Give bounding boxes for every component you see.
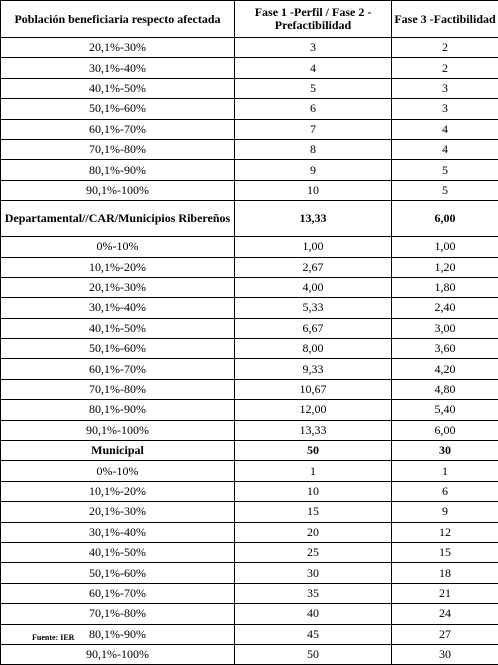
table-row — [1, 644, 498, 664]
cell-fase-1-2: 7 — [235, 119, 392, 139]
table-row — [1, 604, 498, 624]
table-row — [1, 58, 498, 78]
cell-range: 30,1%-40% — [1, 298, 235, 318]
table-row — [1, 420, 498, 440]
table-row — [1, 78, 498, 98]
cell-fase-1-2: 35 — [235, 583, 392, 603]
cell-fase-3: 4,80 — [392, 379, 498, 399]
cell-fase-1-2: 9 — [235, 160, 392, 180]
cell-range: 70,1%-80% — [1, 379, 235, 399]
cell-range: 10,1%-20% — [1, 481, 235, 501]
cell-fase-1-2: 2,67 — [235, 257, 392, 277]
cell-range: 30,1%-40% — [1, 522, 235, 542]
cell-fase-3: 3 — [392, 99, 498, 119]
table-row — [1, 359, 498, 379]
cell-fase-1-2: 45 — [235, 624, 392, 644]
cell-fase-1-2: 1 — [235, 461, 392, 481]
cell-range: 0%-10% — [1, 461, 235, 481]
cell-range: 40,1%-50% — [1, 542, 235, 562]
cell-range: 10,1%-20% — [1, 257, 235, 277]
table-row — [1, 542, 498, 562]
cell-fase-3: 2 — [392, 38, 498, 58]
table-row — [1, 139, 498, 159]
cell-fase-1-2: 6,67 — [235, 318, 392, 338]
cell-range: 80,1%-90% — [1, 624, 235, 644]
table-row — [1, 318, 498, 338]
table-body — [1, 38, 498, 665]
cell-fase-1-2: 13,33 — [235, 201, 392, 237]
table-row — [1, 180, 498, 200]
cell-fase-3: 1,00 — [392, 237, 498, 257]
cell-fase-3: 2 — [392, 58, 498, 78]
cell-fase-1-2: 10 — [235, 180, 392, 200]
cell-fase-3: 6,00 — [392, 201, 498, 237]
table-row — [1, 481, 498, 501]
group-row — [1, 201, 498, 237]
cell-fase-1-2: 5 — [235, 78, 392, 98]
header-poblacion: Población beneficiaria respecto afectada — [1, 1, 235, 38]
group-row — [1, 441, 498, 461]
source-note: Fuente: IER — [32, 633, 74, 642]
cell-fase-3: 24 — [392, 604, 498, 624]
cell-fase-3: 9 — [392, 502, 498, 522]
cell-fase-3: 5 — [392, 160, 498, 180]
cell-range: 20,1%-30% — [1, 38, 235, 58]
table-row — [1, 522, 498, 542]
cell-range: 30,1%-40% — [1, 58, 235, 78]
cell-fase-3: 5,40 — [392, 400, 498, 420]
cell-fase-1-2: 6 — [235, 99, 392, 119]
table-row — [1, 379, 498, 399]
table-row — [1, 298, 498, 318]
table-row — [1, 277, 498, 297]
cell-range: 90,1%-100% — [1, 180, 235, 200]
cell-fase-3: 1 — [392, 461, 498, 481]
cell-fase-3: 4 — [392, 119, 498, 139]
cell-fase-1-2: 10 — [235, 481, 392, 501]
header-row — [1, 1, 498, 38]
header-fase-3: Fase 3 -Factibilidad — [392, 1, 498, 38]
cell-range: 20,1%-30% — [1, 277, 235, 297]
cell-range: 20,1%-30% — [1, 502, 235, 522]
cell-range: 60,1%-70% — [1, 359, 235, 379]
header-fase-1-2: Fase 1 -Perfil / Fase 2 -Prefactibilidad — [235, 1, 392, 38]
cell-fase-1-2: 20 — [235, 522, 392, 542]
cell-range: 50,1%-60% — [1, 563, 235, 583]
cell-range: 60,1%-70% — [1, 583, 235, 603]
cell-fase-3: 3,60 — [392, 339, 498, 359]
cell-fase-3: 12 — [392, 522, 498, 542]
cell-fase-3: 30 — [392, 644, 498, 664]
cell-range: 90,1%-100% — [1, 420, 235, 440]
cell-range: 40,1%-50% — [1, 318, 235, 338]
cell-fase-3: 2,40 — [392, 298, 498, 318]
cell-fase-3: 4,20 — [392, 359, 498, 379]
cell-fase-1-2: 8 — [235, 139, 392, 159]
cell-range: 80,1%-90% — [1, 400, 235, 420]
cell-range: 70,1%-80% — [1, 139, 235, 159]
cell-fase-1-2: 3 — [235, 38, 392, 58]
table-row — [1, 563, 498, 583]
cell-fase-1-2: 13,33 — [235, 420, 392, 440]
cell-fase-1-2: 4 — [235, 58, 392, 78]
cell-fase-1-2: 15 — [235, 502, 392, 522]
cell-range: 50,1%-60% — [1, 339, 235, 359]
cell-fase-3: 27 — [392, 624, 498, 644]
table-row — [1, 400, 498, 420]
cell-fase-1-2: 9,33 — [235, 359, 392, 379]
cell-fase-3: 5 — [392, 180, 498, 200]
cell-fase-3: 1,20 — [392, 257, 498, 277]
cell-fase-3: 1,80 — [392, 277, 498, 297]
table-row — [1, 160, 498, 180]
cell-fase-1-2: 12,00 — [235, 400, 392, 420]
cell-fase-1-2: 25 — [235, 542, 392, 562]
cell-range: Departamental//CAR/Municipios Ribereños — [1, 201, 235, 237]
table-row — [1, 237, 498, 257]
table-row — [1, 38, 498, 58]
table-row — [1, 583, 498, 603]
cell-range: 60,1%-70% — [1, 119, 235, 139]
cell-fase-3: 15 — [392, 542, 498, 562]
cell-fase-1-2: 1,00 — [235, 237, 392, 257]
cell-fase-1-2: 40 — [235, 604, 392, 624]
table-row — [1, 119, 498, 139]
cell-range: 80,1%-90% — [1, 160, 235, 180]
cell-fase-3: 6 — [392, 481, 498, 501]
cell-range: 50,1%-60% — [1, 99, 235, 119]
table-row — [1, 257, 498, 277]
table-row — [1, 502, 498, 522]
cell-range: Municipal — [1, 441, 235, 461]
cell-fase-3: 18 — [392, 563, 498, 583]
cell-fase-1-2: 30 — [235, 563, 392, 583]
cell-fase-1-2: 50 — [235, 644, 392, 664]
cell-fase-1-2: 50 — [235, 441, 392, 461]
cell-range: 40,1%-50% — [1, 78, 235, 98]
cell-range: 70,1%-80% — [1, 604, 235, 624]
cell-fase-1-2: 5,33 — [235, 298, 392, 318]
cell-fase-3: 21 — [392, 583, 498, 603]
cell-fase-3: 30 — [392, 441, 498, 461]
table-row — [1, 99, 498, 119]
cell-fase-1-2: 10,67 — [235, 379, 392, 399]
cell-fase-3: 4 — [392, 139, 498, 159]
cell-fase-3: 6,00 — [392, 420, 498, 440]
cell-range: 0%-10% — [1, 237, 235, 257]
cell-fase-1-2: 8,00 — [235, 339, 392, 359]
cell-fase-1-2: 4,00 — [235, 277, 392, 297]
cell-range: 90,1%-100% — [1, 644, 235, 664]
table-row — [1, 339, 498, 359]
table-row — [1, 461, 498, 481]
cell-fase-3: 3,00 — [392, 318, 498, 338]
table-row — [1, 624, 498, 644]
cell-fase-3: 3 — [392, 78, 498, 98]
table-header — [1, 1, 498, 38]
